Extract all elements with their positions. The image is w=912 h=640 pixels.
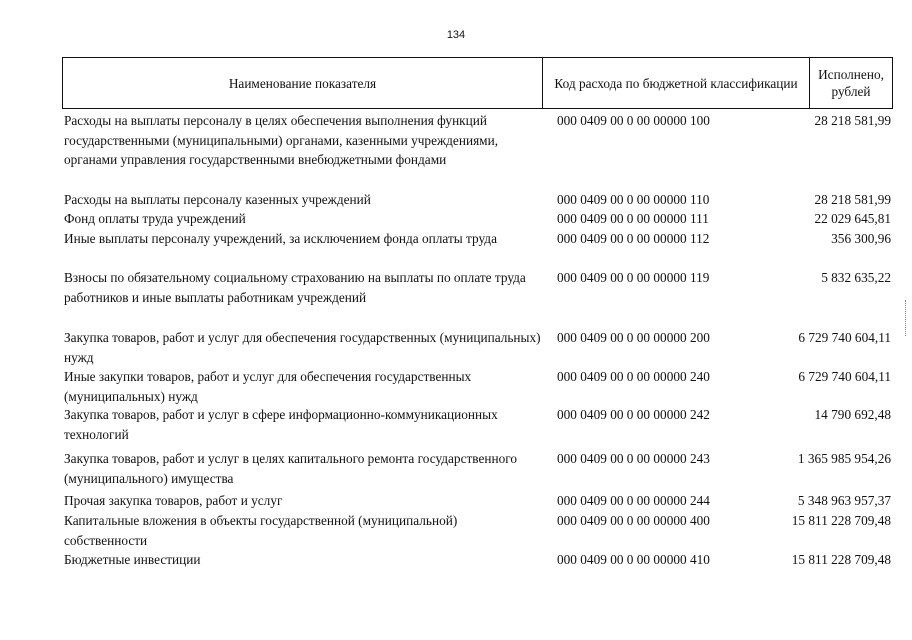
row-code: 000 0409 00 0 00 00000 242	[557, 407, 710, 422]
row-name: Прочая закупка товаров, работ и услуг	[64, 493, 283, 508]
column-header-code: Код расхода по бюджетной классификации	[542, 58, 809, 108]
row-code: 000 0409 00 0 00 00000 200	[557, 330, 710, 345]
row-name: Иные закупки товаров, работ и услуг для обеспечения государственных (муниципальных) нужд	[64, 369, 472, 404]
column-header-sum: Исполнено, рублей	[809, 58, 892, 108]
row-code: 000 0409 00 0 00 00000 400	[557, 513, 710, 528]
row-name: Расходы на выплаты персоналу казенных учреждений	[64, 192, 371, 207]
table-header	[62, 57, 893, 109]
row-name: Капитальные вложения в объекты государственной (муниципальной) собственности	[64, 513, 458, 548]
row-code: 000 0409 00 0 00 00000 110	[557, 192, 710, 207]
row-name: Закупка товаров, работ и услуг в целях капитального ремонта государственного (муниципального) имущества	[64, 451, 518, 486]
row-sum: 15 811 228 709,48	[791, 552, 891, 567]
row-name: Закупка товаров, работ и услуг в сфере информационно-коммуникационных технологий	[64, 407, 498, 442]
row-code: 000 0409 00 0 00 00000 100	[557, 113, 710, 128]
row-sum: 5 832 635,22	[821, 270, 891, 285]
row-name: Взносы по обязательному социальному страхованию на выплаты по оплате труда работников и иные выплаты работникам учреждений	[64, 270, 526, 305]
row-sum: 6 729 740 604,11	[798, 330, 891, 345]
row-sum: 5 348 963 957,37	[797, 493, 891, 508]
row-code: 000 0409 00 0 00 00000 112	[557, 231, 710, 246]
column-header-name: Наименование показателя	[228, 75, 377, 91]
row-code: 000 0409 00 0 00 00000 119	[557, 270, 710, 285]
row-sum: 14 790 692,48	[814, 407, 891, 422]
page-number: 134	[446, 29, 466, 41]
row-sum: 6 729 740 604,11	[798, 369, 891, 384]
scan-edge-mark	[905, 300, 908, 336]
row-sum: 1 365 985 954,26	[797, 451, 891, 466]
row-sum: 356 300,96	[831, 231, 891, 246]
row-name: Закупка товаров, работ и услуг для обеспечения государственных (муниципальных) нужд	[64, 330, 541, 365]
row-code: 000 0409 00 0 00 00000 243	[557, 451, 710, 466]
row-name: Иные выплаты персоналу учреждений, за исключением фонда оплаты труда	[64, 231, 497, 246]
row-name: Бюджетные инвестиции	[64, 552, 201, 567]
row-code: 000 0409 00 0 00 00000 111	[557, 211, 709, 226]
row-sum: 28 218 581,99	[814, 192, 891, 207]
row-code: 000 0409 00 0 00 00000 244	[557, 493, 710, 508]
row-sum: 22 029 645,81	[814, 211, 891, 226]
row-name: Расходы на выплаты персоналу в целях обеспечения выполнения функций государственными (муниципальными) органами, казенными учреждениями, органами управления государственными внебюджетными фондами	[64, 113, 499, 167]
row-code: 000 0409 00 0 00 00000 240	[557, 369, 710, 384]
row-name: Фонд оплаты труда учреждений	[64, 211, 246, 226]
row-sum: 15 811 228 709,48	[791, 513, 891, 528]
row-sum: 28 218 581,99	[814, 113, 891, 128]
row-code: 000 0409 00 0 00 00000 410	[557, 552, 710, 567]
